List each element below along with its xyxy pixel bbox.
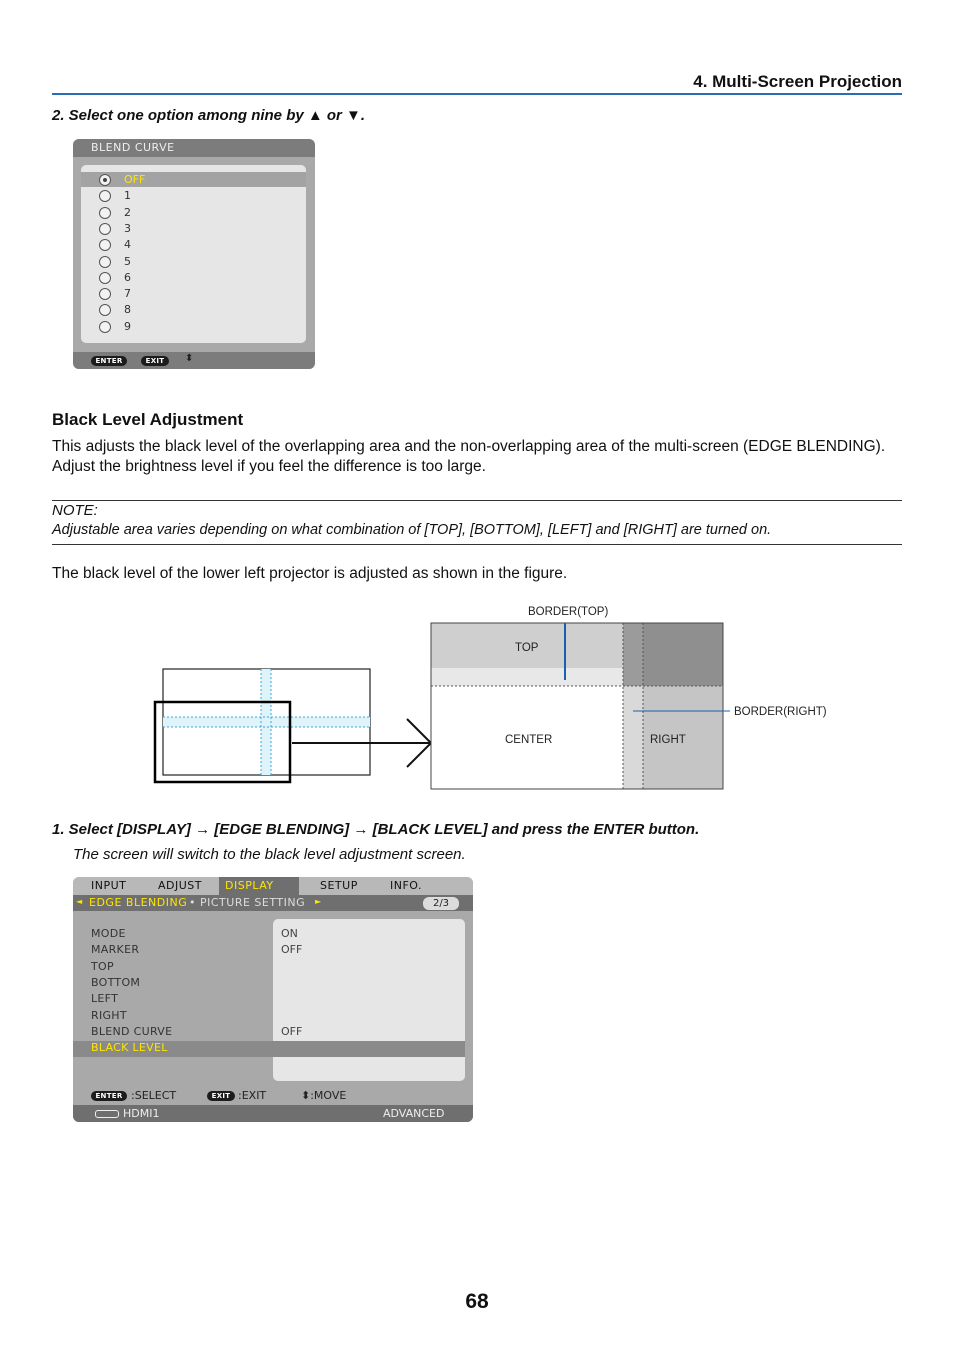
exit-guide: :EXIT <box>238 1089 267 1102</box>
tab-display[interactable]: DISPLAY <box>225 879 274 892</box>
horizontal-overlap-band <box>163 717 370 727</box>
step-1-instruction: 1. Select [DISPLAY] → [EDGE BLENDING] → [BLACK LEVEL] and press the ENTER button. <box>52 821 700 838</box>
subtab-left-arrow-icon[interactable]: ◄ <box>76 897 83 906</box>
border-top-strip <box>431 668 623 686</box>
border-right-label: BORDER(RIGHT) <box>734 706 827 718</box>
select-guide: :SELECT <box>131 1089 177 1102</box>
menu-row-mode[interactable]: MODE <box>91 927 126 940</box>
blend-curve-radio-9[interactable] <box>99 321 111 333</box>
blend-curve-radio-2[interactable] <box>99 207 111 219</box>
page-indicator: 2/3 <box>423 897 459 910</box>
note-label: NOTE: <box>52 502 98 519</box>
menu-row-left[interactable]: LEFT <box>91 992 119 1006</box>
blend-curve-radio-5[interactable] <box>99 256 111 268</box>
menu-status-bar <box>73 1105 473 1122</box>
tab-setup[interactable]: SETUP <box>320 879 358 892</box>
blend-curve-radio-0[interactable] <box>99 174 111 186</box>
menu-row-black-level[interactable]: BLACK LEVEL <box>91 1041 168 1055</box>
blend-curve-option-label[interactable]: 4 <box>124 238 131 252</box>
subtab-separator: • <box>189 896 196 909</box>
step-2-instruction: 2. Select one option among nine by ▲ or ▼. <box>52 107 366 124</box>
step-1-result: The screen will switch to the black level adjustment screen. <box>73 846 466 863</box>
hdmi-connector-icon <box>95 1110 119 1118</box>
move-arrows-icon: ⬍ <box>185 353 194 364</box>
enter-key-icon: ENTER <box>91 356 127 366</box>
blend-curve-menu <box>73 139 315 369</box>
figure-intro: The black level of the lower left projector is adjusted as shown in the figure. <box>52 565 568 582</box>
subtab-picture-setting[interactable]: PICTURE SETTING <box>200 896 306 909</box>
corner-overlap-top <box>623 623 643 686</box>
blend-curve-radio-6[interactable] <box>99 272 111 284</box>
menu-row-marker[interactable]: MARKER <box>91 943 140 957</box>
top-label: TOP <box>515 642 539 654</box>
center-label: CENTER <box>505 734 553 746</box>
blend-curve-option-label[interactable]: 8 <box>124 303 131 317</box>
menu-row-top[interactable]: TOP <box>91 959 114 973</box>
display-menu <box>73 877 473 1122</box>
menu-mode: ADVANCED <box>383 1107 445 1120</box>
subtab-bar <box>73 895 473 911</box>
note-bottom-rule <box>52 544 902 545</box>
right-label: RIGHT <box>650 734 686 746</box>
blend-curve-option-label[interactable]: 1 <box>124 189 131 203</box>
section-title: 4. Multi-Screen Projection <box>693 72 902 91</box>
section-heading: Black Level Adjustment <box>52 410 244 429</box>
blend-curve-option-label[interactable]: OFF <box>124 173 146 186</box>
tab-input[interactable]: INPUT <box>91 879 127 892</box>
blend-curve-radio-3[interactable] <box>99 223 111 235</box>
page-number: 68 <box>465 1290 489 1313</box>
blend-curve-option-label[interactable]: 7 <box>124 287 131 301</box>
menu-row-value: OFF <box>281 943 303 957</box>
blend-curve-options-panel <box>81 165 306 343</box>
input-source: HDMI1 <box>123 1107 160 1120</box>
blend-curve-option-label[interactable]: 2 <box>124 205 131 219</box>
blend-curve-radio-7[interactable] <box>99 288 111 300</box>
selected-option-highlight <box>81 172 306 187</box>
blend-curve-option-label[interactable]: 6 <box>124 270 131 284</box>
tab-info[interactable]: INFO. <box>390 879 423 892</box>
menu-row-value: ON <box>281 927 298 940</box>
blend-curve-title: BLEND CURVE <box>73 139 315 157</box>
subtab-right-arrow-icon[interactable]: ► <box>315 897 322 906</box>
exit-key-icon: EXIT <box>141 356 169 366</box>
enter-key-icon: ENTER <box>91 1091 127 1101</box>
menu-row-value: OFF <box>281 1024 303 1038</box>
move-guide: ⬍:MOVE <box>301 1089 347 1102</box>
section-description: This adjusts the black level of the overlapping area and the non-overlapping area of the multi-screen (EDGE BLENDING). Adjust the brightness level if you feel the difference is too large. <box>52 438 886 475</box>
blend-curve-option-label[interactable]: 5 <box>124 254 131 268</box>
blend-curve-option-label[interactable]: 3 <box>124 221 131 235</box>
exit-key-icon: EXIT <box>207 1091 235 1101</box>
note-text: Adjustable area varies depending on what combination of [TOP], [BOTTOM], [LEFT] and [RIGHT] are turned on. <box>52 522 772 538</box>
blend-curve-footer <box>73 352 315 369</box>
tab-adjust[interactable]: ADJUST <box>158 879 202 892</box>
border-top-label: BORDER(TOP) <box>528 606 609 618</box>
black-level-diagram <box>150 600 850 800</box>
subtab-edge-blending[interactable]: EDGE BLENDING <box>89 896 188 909</box>
blend-curve-option-label[interactable]: 9 <box>124 319 131 333</box>
menu-key-guide <box>73 1087 473 1104</box>
top-right-overlap <box>643 623 723 686</box>
menu-row-right[interactable]: RIGHT <box>91 1008 127 1022</box>
menu-row-bottom[interactable]: BOTTOM <box>91 975 141 989</box>
menu-row-blend-curve[interactable]: BLEND CURVE <box>91 1024 173 1038</box>
header-rule <box>52 93 902 95</box>
